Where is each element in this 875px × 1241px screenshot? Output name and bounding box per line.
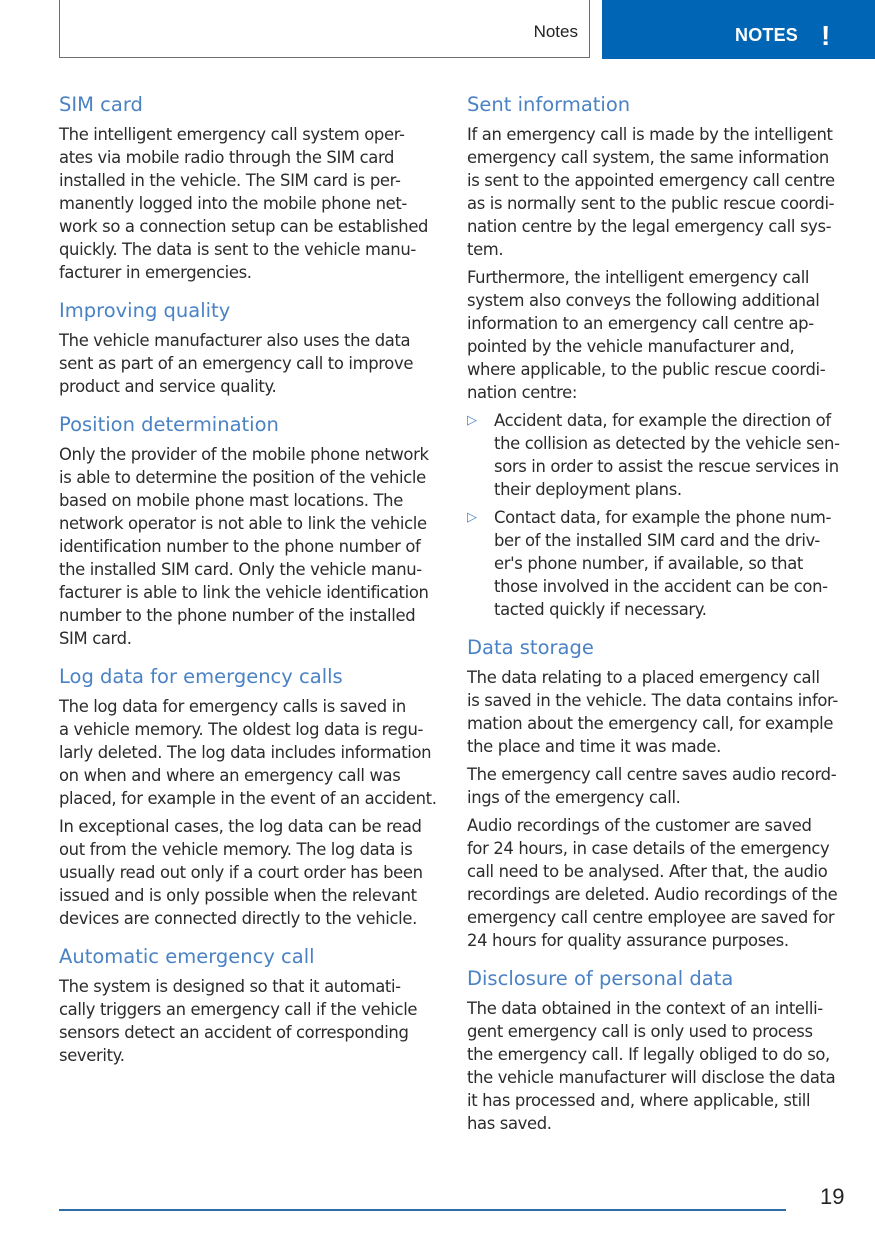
text-line: placed, for example in the event of an accident.	[59, 789, 437, 808]
paragraph	[59, 695, 439, 810]
header-tab-label: NOTES	[735, 25, 799, 45]
text-line: product and service quality.	[59, 377, 277, 396]
text-line: based on mobile phone mast locations. The	[59, 491, 403, 510]
text-line: work so a connection setup can be established	[59, 217, 429, 236]
text-line: In exceptional cases, the log data can be read	[59, 817, 422, 836]
text-line: tacted quickly if necessary.	[494, 600, 707, 619]
text-line: Contact data, for example the phone num-	[494, 508, 832, 527]
section-heading: Log data for emergency calls	[59, 665, 343, 688]
text-line: The system is designed so that it automati-	[59, 977, 401, 996]
text-line: ings of the emergency call.	[467, 788, 681, 807]
header-section-label: Notes	[533, 22, 578, 41]
paragraph	[467, 266, 847, 404]
text-line: The data relating to a placed emergency call	[467, 668, 820, 687]
text-line: emergency call centre employee are saved for	[467, 908, 835, 927]
text-line: the vehicle manufacturer will disclose the data	[467, 1068, 836, 1087]
paragraph	[467, 997, 847, 1135]
text-line: Furthermore, the intelligent emergency call	[467, 268, 810, 287]
text-line: sent as part of an emergency call to improve	[59, 354, 414, 373]
section-improving-quality	[59, 298, 439, 398]
text-line: The log data for emergency calls is saved in	[59, 697, 406, 716]
paragraph	[59, 815, 439, 930]
paragraph	[467, 814, 847, 952]
text-line: recordings are deleted. Audio recordings of the	[467, 885, 838, 904]
text-line: quickly. The data is sent to the vehicle manu-	[59, 240, 416, 259]
text-line: The data obtained in the context of an intelli-	[467, 999, 823, 1018]
text-line: identification number to the phone number of	[59, 537, 421, 556]
text-line: devices are connected directly to the vehicle.	[59, 909, 417, 928]
text-line: network operator is not able to link the vehicle	[59, 514, 427, 533]
text-line: ates via mobile radio through the SIM card	[59, 148, 395, 167]
footer-divider	[59, 1209, 786, 1211]
text-line: is sent to the appointed emergency call centre	[467, 171, 835, 190]
text-line: on when and where an emergency call was	[59, 766, 401, 785]
section-heading: Automatic emergency call	[59, 945, 315, 968]
triangle-bullet-icon: ▷	[467, 413, 477, 428]
text-line: number to the phone number of the installed	[59, 606, 416, 625]
text-line: manently logged into the mobile phone net-	[59, 194, 407, 213]
text-line: is able to determine the position of the vehicle	[59, 468, 426, 487]
section-disclosure-of-personal-data	[467, 966, 847, 1135]
paragraph	[59, 443, 439, 650]
text-line: Audio recordings of the customer are saved	[467, 816, 812, 835]
text-line: nation centre by the legal emergency call sys-	[467, 217, 832, 236]
list-item	[467, 409, 847, 501]
text-line: The intelligent emergency call system oper-	[59, 125, 405, 144]
paragraph	[59, 329, 439, 398]
text-line: ber of the installed SIM card and the driv-	[494, 531, 820, 550]
triangle-bullet-icon: ▷	[467, 510, 477, 525]
text-line: larly deleted. The log data includes information	[59, 743, 432, 762]
section-heading: Improving quality	[59, 299, 231, 322]
text-line: is saved in the vehicle. The data contains infor-	[467, 691, 838, 710]
exclamation-icon: !	[821, 20, 831, 51]
section-heading: SIM card	[59, 93, 143, 116]
text-line: issued and is only possible when the relevant	[59, 886, 417, 905]
left-column	[59, 92, 439, 1081]
text-line: sensors detect an accident of corresponding	[59, 1023, 409, 1042]
text-line: The vehicle manufacturer also uses the data	[59, 331, 411, 350]
text-line: The emergency call centre saves audio record-	[467, 765, 837, 784]
text-line: for 24 hours, in case details of the emergency	[467, 839, 830, 858]
text-line: the place and time it was made.	[467, 737, 721, 756]
paragraph	[59, 123, 439, 284]
text-line: installed in the vehicle. The SIM card is per-	[59, 171, 401, 190]
text-line: Accident data, for example the direction of	[494, 411, 831, 430]
text-line: a vehicle memory. The oldest log data is regu-	[59, 720, 424, 739]
section-sim-card	[59, 92, 439, 284]
text-line: has saved.	[467, 1114, 552, 1133]
section-position-determination	[59, 412, 439, 650]
right-column	[467, 92, 847, 1149]
text-line: usually read out only if a court order has been	[59, 863, 423, 882]
paragraph	[59, 975, 439, 1067]
text-line: Only the provider of the mobile phone network	[59, 445, 429, 464]
text-line: emergency call system, the same information	[467, 148, 829, 167]
text-line: facturer is able to link the vehicle identification	[59, 583, 429, 602]
section-automatic-emergency-call	[59, 944, 439, 1067]
text-line: it has processed and, where applicable, still	[467, 1091, 811, 1110]
text-line: system also conveys the following additional	[467, 291, 820, 310]
section-sent-information	[467, 92, 847, 621]
text-line: the collision as detected by the vehicle sen-	[494, 434, 840, 453]
text-line: those involved in the accident can be con-	[494, 577, 828, 596]
list-item	[467, 506, 847, 621]
paragraph	[467, 763, 847, 809]
text-line: 24 hours for quality assurance purposes.	[467, 931, 789, 950]
text-line: call need to be analysed. After that, the audio	[467, 862, 828, 881]
text-line: where applicable, to the public rescue coordi-	[467, 360, 826, 379]
section-heading: Data storage	[467, 636, 594, 659]
text-line: as is normally sent to the public rescue coordi-	[467, 194, 835, 213]
text-line: nation centre:	[467, 383, 578, 402]
text-line: pointed by the vehicle manufacturer and,	[467, 337, 795, 356]
text-line: tem.	[467, 240, 504, 259]
text-line: mation about the emergency call, for example	[467, 714, 834, 733]
text-line: facturer in emergencies.	[59, 263, 252, 282]
paragraph	[467, 123, 847, 261]
section-heading: Sent information	[467, 93, 631, 116]
header-chapter-tab	[602, 0, 875, 59]
text-line: SIM card.	[59, 629, 132, 648]
page-number: 19	[820, 1184, 845, 1209]
text-line: gent emergency call is only used to process	[467, 1022, 813, 1041]
text-line: er's phone number, if available, so that	[494, 554, 803, 573]
text-line: cally triggers an emergency call if the vehicle	[59, 1000, 418, 1019]
text-line: If an emergency call is made by the intelligent	[467, 125, 833, 144]
text-line: information to an emergency call centre ap-	[467, 314, 814, 333]
text-line: their deployment plans.	[494, 480, 682, 499]
header-section-box	[59, 0, 590, 58]
text-line: severity.	[59, 1046, 125, 1065]
text-line: the emergency call. If legally obliged to do so,	[467, 1045, 830, 1064]
section-heading: Disclosure of personal data	[467, 967, 734, 990]
section-log-data-for-emergency-calls	[59, 664, 439, 930]
section-data-storage	[467, 635, 847, 952]
text-line: sors in order to assist the rescue services in	[494, 457, 839, 476]
text-line: the installed SIM card. Only the vehicle manu-	[59, 560, 422, 579]
paragraph	[467, 666, 847, 758]
section-heading: Position determination	[59, 413, 279, 436]
text-line: out from the vehicle memory. The log data is	[59, 840, 413, 859]
